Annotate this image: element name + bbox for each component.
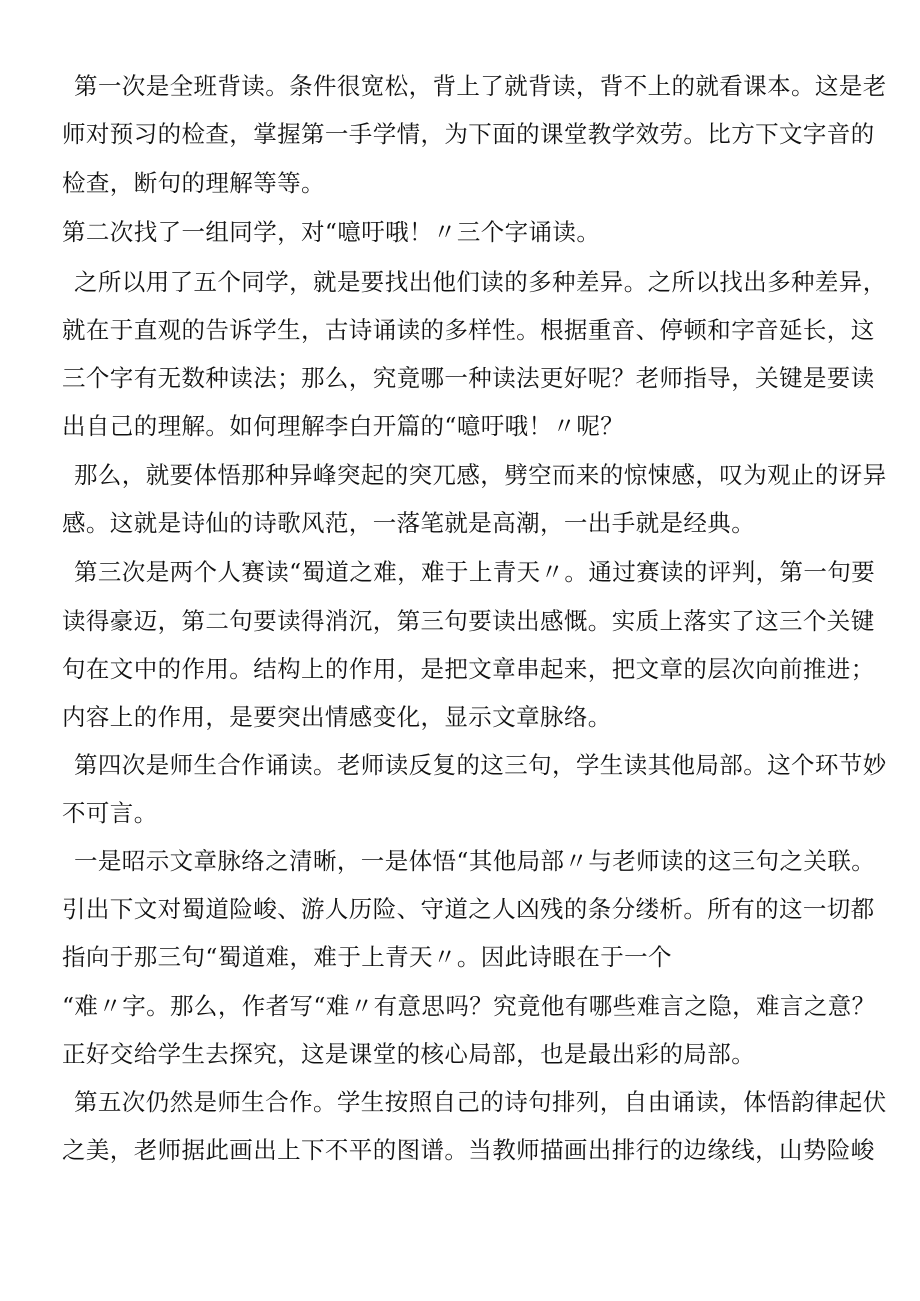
text-line: 三个字有无数种读法；那么，究竟哪一种读法更好呢？老师指导，关键是要读 bbox=[62, 364, 875, 392]
text-line: 第三次是两个人赛读“蜀道之难，难于上青天〃。通过赛读的评判，第一句要 bbox=[74, 558, 876, 586]
text-line: 内容上的作用，是要突出情感变化，显示文章脉络。 bbox=[62, 703, 612, 731]
text-line: 那么，就要体悟那种异峰突起的突兀感，劈空而来的惊悚感，叹为观止的讶异 bbox=[74, 461, 887, 489]
text-line: 不可言。 bbox=[62, 799, 158, 827]
text-line: 第二次找了一组同学，对“噫吁哦！〃三个字诵读。 bbox=[62, 218, 601, 246]
text-line: 之美，老师据此画出上下不平的图谱。当教师描画出排行的边缘线，山势险峻 bbox=[62, 1136, 875, 1164]
text-line: 读得豪迈，第二句要读得消沉，第三句要读出感慨。实质上落实了这三个关键 bbox=[62, 607, 875, 635]
text-line: 就在于直观的告诉学生，古诗诵读的多样性。根据重音、停顿和字音延长，这 bbox=[62, 316, 875, 344]
text-line: 引出下文对蜀道险峻、游人历险、守道之人凶残的条分缕析。所有的这一切都 bbox=[62, 895, 875, 923]
text-line: 师对预习的检查，掌握第一手学情，为下面的课堂教学效劳。比方下文字音的 bbox=[62, 120, 875, 148]
text-line: 之所以用了五个同学，就是要找出他们读的多种差异。之所以找出多种差异， bbox=[74, 268, 887, 296]
text-line: 一是昭示文章脉络之清晰，一是体悟“其他局部〃与老师读的这三句之关联。 bbox=[74, 847, 876, 875]
text-line: 出自己的理解。如何理解李白开篇的“噫吁哦！〃呢？ bbox=[62, 412, 625, 440]
text-line: 第一次是全班背读。条件很宽松，背上了就背读，背不上的就看课本。这是老 bbox=[74, 72, 887, 100]
text-line: 句在文中的作用。结构上的作用，是把文章串起来，把文章的层次向前推进； bbox=[62, 655, 875, 683]
text-line: 第四次是师生合作诵读。老师读反复的这三句，学生读其他局部。这个环节妙 bbox=[74, 751, 887, 779]
text-line: 正好交给学生去探究，这是课堂的核心局部，也是最出彩的局部。 bbox=[62, 1040, 756, 1068]
text-line: 检查，断句的理解等等。 bbox=[62, 169, 325, 197]
text-line: 指向于那三句“蜀道难，难于上青天〃。因此诗眼在于一个 bbox=[62, 943, 672, 971]
text-line: 感。这就是诗仙的诗歌风范，一落笔就是高潮，一出手就是经典。 bbox=[62, 509, 756, 537]
text-line: “难〃字。那么，作者写“难〃有意思吗？究竟他有哪些难言之隐，难言之意？ bbox=[62, 992, 876, 1020]
text-line: 第五次仍然是师生合作。学生按照自己的诗句排列，自由诵读，体悟韵律起伏 bbox=[74, 1088, 887, 1116]
